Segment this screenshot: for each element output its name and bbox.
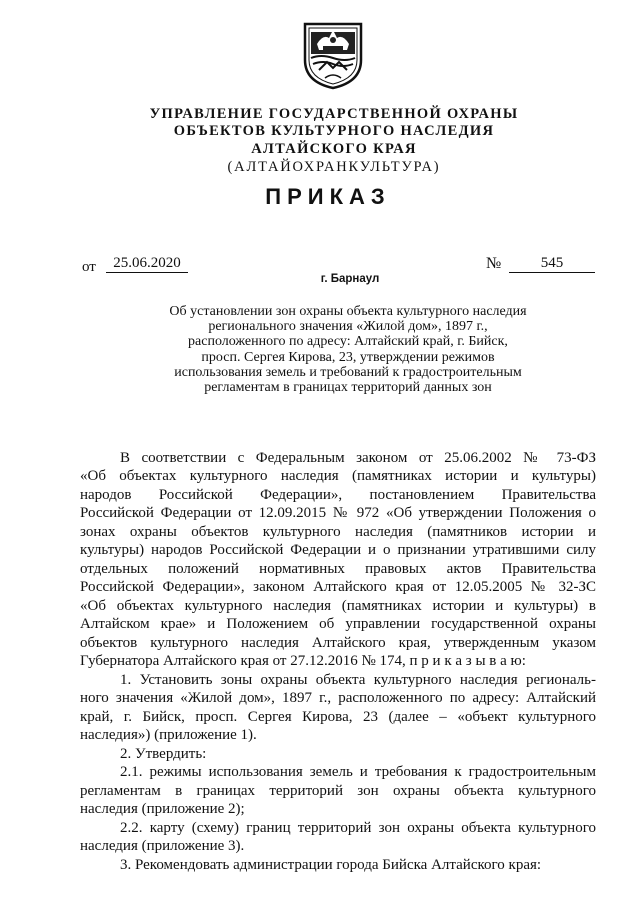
body-line: Российской Федерации», законом Алтайского края от 12.05.2005 № 32-ЗС (80, 579, 596, 595)
altai-krai-coat-of-arms-icon (301, 20, 365, 90)
body-line: 1. Установить зоны охраны объекта культурного наследия региональ- (120, 672, 596, 688)
body-line: «Об объектах культурного наследия (памятниках истории и культуры) в (80, 598, 596, 614)
body-line: наследия (приложение 3). (80, 838, 245, 854)
body-line: зонах охраны объектов культурного наследия (памятников истории и (80, 524, 596, 540)
organization-name-line-1: УПРАВЛЕНИЕ ГОСУДАРСТВЕННОЙ ОХРАНЫ (149, 106, 519, 122)
body-line: народов Российской Федерации», постановлением Правительства (80, 487, 596, 503)
body-line: наследия») (приложение 1). (80, 727, 257, 743)
body-line: Губернатора Алтайского края от 27.12.2016 № 174, п р и к а з ы в а ю: (80, 653, 526, 669)
number-label: № (486, 255, 502, 272)
subject-line: регламентам в границах территорий данных зон (204, 380, 492, 395)
body-line: 2.1. режимы использования земель и требования к градостроительным (120, 764, 596, 780)
date-label: от (82, 259, 96, 275)
body-line: «Об объектах культурного наследия (памятниках истории и культуры) (80, 468, 596, 484)
body-line: Российской Федерации от 12.09.2015 № 972 «Об утверждении Положения о (80, 505, 596, 521)
organization-name-line-2: ОБЪЕКТОВ КУЛЬТУРНОГО НАСЛЕДИЯ (173, 123, 495, 139)
body-line: Алтайском крае» и Положением об управлении государственной охраны (80, 616, 596, 632)
body-line: 2.2. карту (схему) границ территорий зон охраны объекта культурного (120, 820, 596, 836)
body-line: регламентам в границах территорий зон охраны объекта культурного (80, 783, 596, 799)
subject-line: расположенного по адресу: Алтайский край, г. Бийск, (188, 334, 508, 349)
organization-short-name: (АЛТАЙОХРАНКУЛЬТУРА) (227, 159, 441, 175)
body-line: ного значения «Жилой дом», 1897 г., расположенного по адресу: Алтайский (80, 690, 596, 706)
body-line: В соответствии с Федеральным законом от 25.06.2002 № 73-ФЗ (120, 450, 596, 466)
body-line: наследия (приложение 2); (80, 801, 245, 817)
subject-line: регионального значения «Жилой дом», 1897 г., (208, 319, 488, 334)
body-line: отдельных положений нормативных правовых актов Правительства (80, 561, 596, 577)
organization-name-line-3: АЛТАЙСКОГО КРАЯ (251, 141, 417, 157)
body-line: культуры) народов Российской Федерации и о признании утратившими силу (80, 542, 596, 558)
subject-line: просп. Сергея Кирова, 23, утверждении режимов (201, 350, 495, 365)
order-date: 25.06.2020 (106, 255, 188, 273)
body-line: 3. Рекомендовать администрации города Бийска Алтайского края: (120, 857, 542, 873)
order-number: 545 (509, 255, 595, 273)
body-line: объектов культурного наследия Алтайского края, утвержденным указом (80, 635, 596, 651)
body-line: край, г. Бийск, просп. Сергея Кирова, 23 (далее – «объект культурного (80, 709, 596, 725)
city-name: г. Барнаул (320, 273, 380, 285)
subject-line: использования земель и требований к градостроительным (174, 365, 522, 380)
document-title: ПРИКАЗ (265, 184, 391, 209)
subject-line: Об установлении зон охраны объекта культурного наследия (169, 304, 527, 319)
body-line: 2. Утвердить: (120, 746, 207, 762)
